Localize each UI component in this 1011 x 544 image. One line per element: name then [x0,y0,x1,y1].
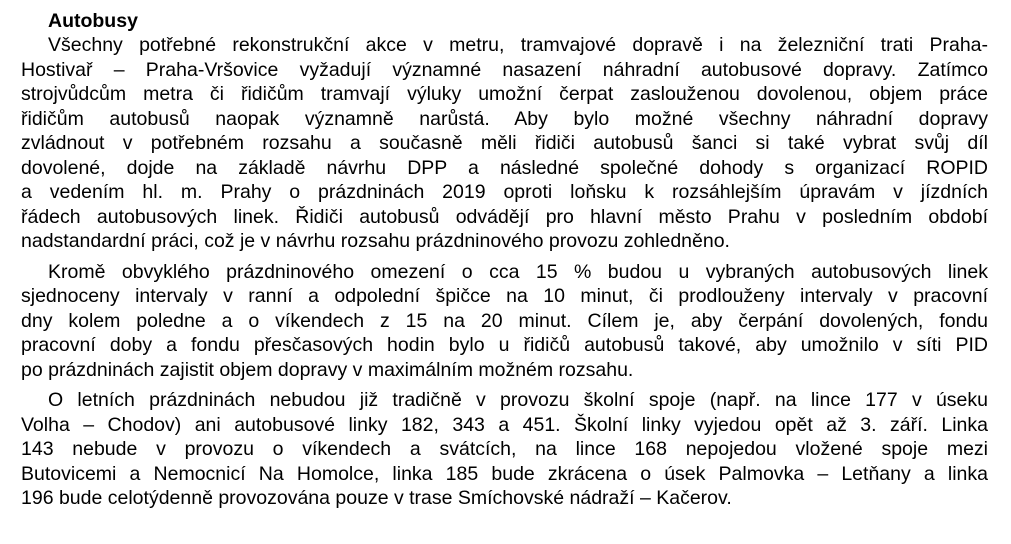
paragraph-line: zvládnout v potřebném rozsahu a současně měli řidiči autobusů šanci si také vybrat svůj díl [21,132,988,154]
paragraph-line: řádech autobusových linek. Řidiči autobusů odvádějí pro hlavní město Prahu v posledním období [21,205,988,228]
paragraph-line: pracovní doby a fondu přesčasových hodin bylo u řidičů autobusů takové, aby umožnilo v síti PID [21,334,988,356]
paragraph-line: Butovicemi a Nemocnicí Na Homolce, linka 185 bude zkrácena o úsek Palmovka – Letňany a linka [21,462,988,485]
paragraph-line: po prázdninách zajistit objem dopravy v maximálním možném rozsahu. [21,358,634,381]
paragraph-2 [21,260,988,383]
paragraph-line: O letních prázdninách nebudou již tradičně v provozu školní spoje (např. na lince 177 v úseku [48,389,988,411]
paragraph-line: 196 bude celotýdenně provozována pouze v trase Smíchovské nádraží – Kačerov. [21,487,732,509]
paragraph-1 [21,33,988,254]
section-heading: Autobusy [48,10,138,32]
paragraph-line: 143 nebude v provozu o víkendech a svátcích, na lince 168 nepojedou vložené spoje mezi [21,438,988,460]
paragraph-line: dny kolem poledne a o víkendech z 15 na 20 minut. Cílem je, aby čerpání dovolených, fondu [21,309,988,332]
paragraph-line: a vedením hl. m. Prahy o prázdninách 2019 oproti loňsku k rozsáhlejším úpravám v jízdních [21,181,988,203]
paragraph-line: nadstandardní práci, což je v návrhu rozsahu prázdninového provozu zohledněno. [21,230,730,252]
paragraph-3 [21,388,988,511]
paragraph-line: řidičům autobusů naopak významně narůstá. Aby bylo možné všechny náhradní dopravy [21,107,988,130]
paragraph-line: strojvůdcům metra či řidičům tramvají výluky umožní čerpat zaslouženou dovolenou, objem práce [21,83,988,105]
paragraph-line: Volha – Chodov) ani autobusové linky 182, 343 a 451. Školní linky vyjedou opět až 3. září. Linka [21,413,988,436]
paragraph-line: Kromě obvyklého prázdninového omezení o cca 15 % budou u vybraných autobusových linek [48,260,988,283]
paragraph-line: dovolené, dojde na základě návrhu DPP a následné společné dohody s organizací ROPID [21,156,988,179]
paragraph-line: sjednoceny intervaly v ranní a odpolední špičce na 10 minut, či prodlouženy intervaly v pracovní [21,285,988,307]
paragraph-line: Všechny potřebné rekonstrukční akce v metru, tramvajové dopravě i na železniční trati Praha- [48,34,988,56]
paragraph-line: Hostivař – Praha-Vršovice vyžadují významné nasazení náhradní autobusové dopravy. Zatímco [21,58,988,81]
